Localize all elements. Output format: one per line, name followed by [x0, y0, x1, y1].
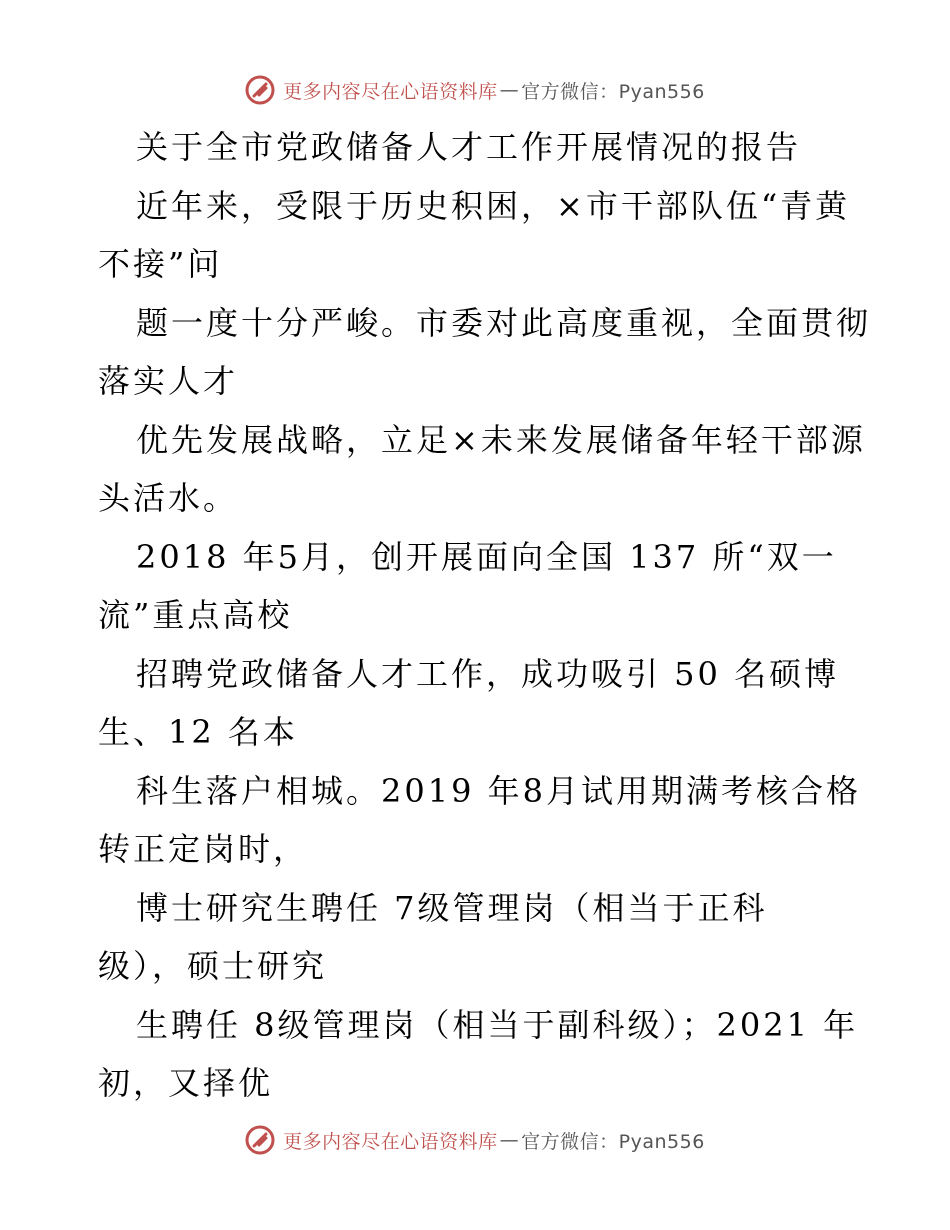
watermark-official-text: 官方微信：Pyan556	[521, 1130, 705, 1153]
watermark-official-text: 官方微信：Pyan556	[521, 80, 705, 103]
document-title: 关于全市党政储备人才工作开展情况的报告	[136, 128, 802, 166]
paragraph-line: 级），硕士研究	[98, 947, 328, 985]
watermark-brand-text: 更多内容尽在心语资料库	[283, 80, 498, 103]
watermark-separator: —	[499, 79, 520, 101]
paragraph-line: 科生落户相城。2019 年8月试用期满考核合格	[136, 772, 861, 810]
watermark-brand-text: 更多内容尽在心语资料库	[283, 1130, 498, 1153]
paragraph-line: 流”重点高校	[98, 596, 293, 634]
paragraph-line: 转正定岗时，	[98, 830, 309, 868]
paragraph-line: 落实人才	[98, 362, 239, 400]
watermark-logo-icon	[245, 1125, 275, 1155]
paragraph-line: 生聘任 8级管理岗（相当于副科级）；2021 年	[136, 1006, 859, 1044]
watermark-separator: —	[499, 1129, 520, 1151]
paragraph-line: 头活水。	[98, 479, 239, 517]
paragraph-line: 不接”问	[98, 245, 223, 283]
paragraph-line: 生、12 名本	[98, 713, 298, 751]
paragraph-line: 题一度十分严峻。市委对此高度重视，全面贯彻	[136, 304, 872, 342]
paragraph-line: 初，又择优	[98, 1064, 274, 1102]
paragraph-line: 2018 年5月，创开展面向全国 137 所“双一	[136, 538, 837, 576]
paragraph-line: 优先发展战略，立足×未来发展储备年轻干部源	[136, 421, 866, 459]
footer-watermark	[0, 1120, 950, 1160]
paragraph-line: 招聘党政储备人才工作，成功吸引 50 名硕博	[136, 655, 840, 693]
paragraph-line: 近年来，受限于历史积困，×市干部队伍“青黄	[136, 187, 851, 225]
paragraph-line: 博士研究生聘任 7级管理岗（相当于正科	[136, 889, 768, 927]
